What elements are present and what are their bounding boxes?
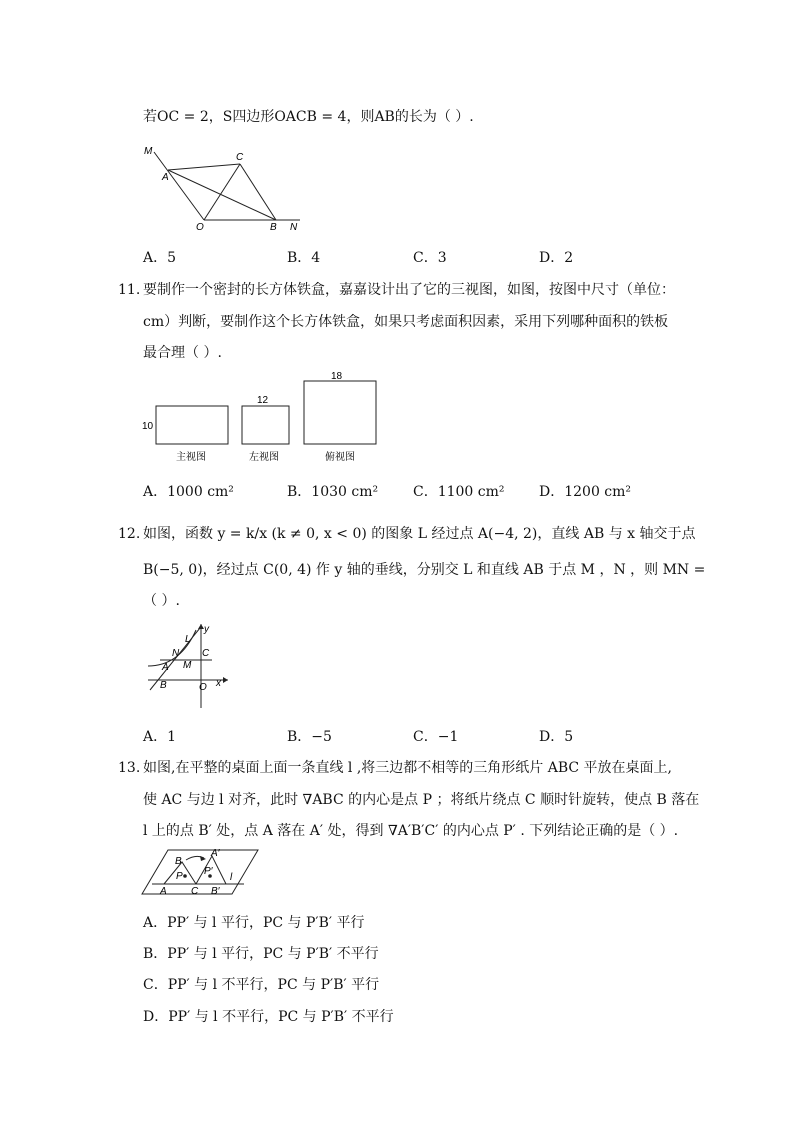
seg-ac xyxy=(168,164,240,170)
q11-three-views-figure xyxy=(140,368,385,468)
label-p-prime: P′ xyxy=(204,866,213,877)
label-c: C xyxy=(236,152,244,163)
q13-line3: l 上的点 B′ 处，点 A 落在 A′ 处，得到 ∇A′B′C′ 的内心点 P′ . 下列结论正确的是（ ）. xyxy=(143,823,679,839)
label-l: l xyxy=(230,872,233,883)
label-l: L xyxy=(185,634,191,645)
q13-triangle-rotation-figure xyxy=(140,848,260,898)
label-b: B xyxy=(270,222,277,233)
q12-option-d[interactable]: D．5 xyxy=(539,729,574,745)
q10-option-a[interactable]: A．5 xyxy=(143,250,177,266)
q13-option-d[interactable]: D．PP′ 与 l 不平行，PC 与 P′B′ 不平行 xyxy=(143,1009,394,1025)
incenter-p xyxy=(183,874,187,878)
dim-18: 18 xyxy=(331,371,343,382)
top-view-rect xyxy=(304,381,376,444)
q12-number: 12. xyxy=(118,526,141,542)
front-view-rect xyxy=(156,406,228,444)
q11-line3: 最合理（ ）. xyxy=(143,345,222,361)
label-p: P xyxy=(176,871,183,882)
q11-option-a[interactable]: A．1000 cm² xyxy=(143,484,234,500)
q10-option-c[interactable]: C．3 xyxy=(413,250,447,266)
label-o: O xyxy=(199,682,207,693)
q11-line2: cm）判断，要制作这个长方体铁盒，如果只考虑面积因素，采用下列哪种面积的铁板 xyxy=(143,314,669,330)
q10-figure xyxy=(140,140,310,235)
q13-line2: 使 AC 与边 l 对齐，此时 ∇ABC 的内心是点 P ；将纸片绕点 C 顺时针旋转，使点 B 落在 xyxy=(143,792,700,808)
q11-number: 11. xyxy=(118,282,141,298)
label-b: B xyxy=(160,680,167,691)
left-view-rect xyxy=(242,406,289,444)
q12-option-c[interactable]: C．−1 xyxy=(413,729,459,745)
caption-left-view: 左视图 xyxy=(249,452,279,463)
q11-line1: 要制作一个密封的长方体铁盒，嘉嘉设计出了它的三视图，如图，按图中尺寸（单位： xyxy=(143,282,675,298)
caption-top-view: 俯视图 xyxy=(325,452,355,463)
dim-12: 12 xyxy=(257,395,269,406)
label-b: B xyxy=(175,856,182,867)
q10-stem-tail: 若OC = 2，S四边形OACB = 4，则AB的长为（ ）. xyxy=(143,109,474,125)
q12-graph-figure xyxy=(140,622,235,712)
label-n: N xyxy=(172,648,180,659)
label-a-prime: A′ xyxy=(211,848,220,859)
label-m: M xyxy=(144,146,153,157)
q11-option-b[interactable]: B．1030 cm² xyxy=(287,484,379,500)
q13-line1: 如图,在平整的桌面上面一条直线 l ,将三边都不相等的三角形纸片 ABC 平放在桌面上, xyxy=(143,760,672,776)
label-n: N xyxy=(290,222,298,233)
label-x: x xyxy=(216,678,221,689)
label-c: C xyxy=(191,886,199,897)
q13-option-a[interactable]: A．PP′ 与 l 平行，PC 与 P′B′ 平行 xyxy=(143,915,365,931)
label-o: O xyxy=(196,222,204,233)
q13-option-c[interactable]: C．PP′ 与 l 不平行，PC 与 P′B′ 平行 xyxy=(143,977,380,993)
caption-front-view: 主视图 xyxy=(176,452,206,463)
q10-option-d[interactable]: D．2 xyxy=(539,250,574,266)
label-y: y xyxy=(204,624,209,635)
q13-option-b[interactable]: B．PP′ 与 l 平行，PC 与 P′B′ 不平行 xyxy=(143,946,379,962)
q12-line2: B(−5, 0)，经过点 C(0, 4) 作 y 轴的垂线，分别交 L 和直线 AB 于点 M ，N ，则 MN = xyxy=(143,562,706,578)
seg-oc xyxy=(204,164,240,220)
label-a: A xyxy=(162,662,169,673)
q12-line1: 如图，函数 y = k/x (k ≠ 0, x < 0) 的图象 L 经过点 A(−4, 2)，直线 AB 与 x 轴交于点 xyxy=(143,526,696,542)
label-c: C xyxy=(202,648,210,659)
label-b-prime: B′ xyxy=(211,886,220,897)
label-a: A xyxy=(162,172,169,183)
q13-number: 13. xyxy=(118,760,141,776)
q10-option-b[interactable]: B．4 xyxy=(287,250,321,266)
q11-option-c[interactable]: C．1100 cm² xyxy=(413,484,505,500)
q12-option-b[interactable]: B．−5 xyxy=(287,729,332,745)
label-a: A xyxy=(160,886,167,897)
q12-line3: （ ）. xyxy=(143,593,180,609)
dim-10: 10 xyxy=(142,421,154,432)
q12-option-a[interactable]: A．1 xyxy=(143,729,177,745)
label-m: M xyxy=(183,660,192,671)
q11-option-d[interactable]: D．1200 cm² xyxy=(539,484,632,500)
ray-om xyxy=(154,152,204,220)
